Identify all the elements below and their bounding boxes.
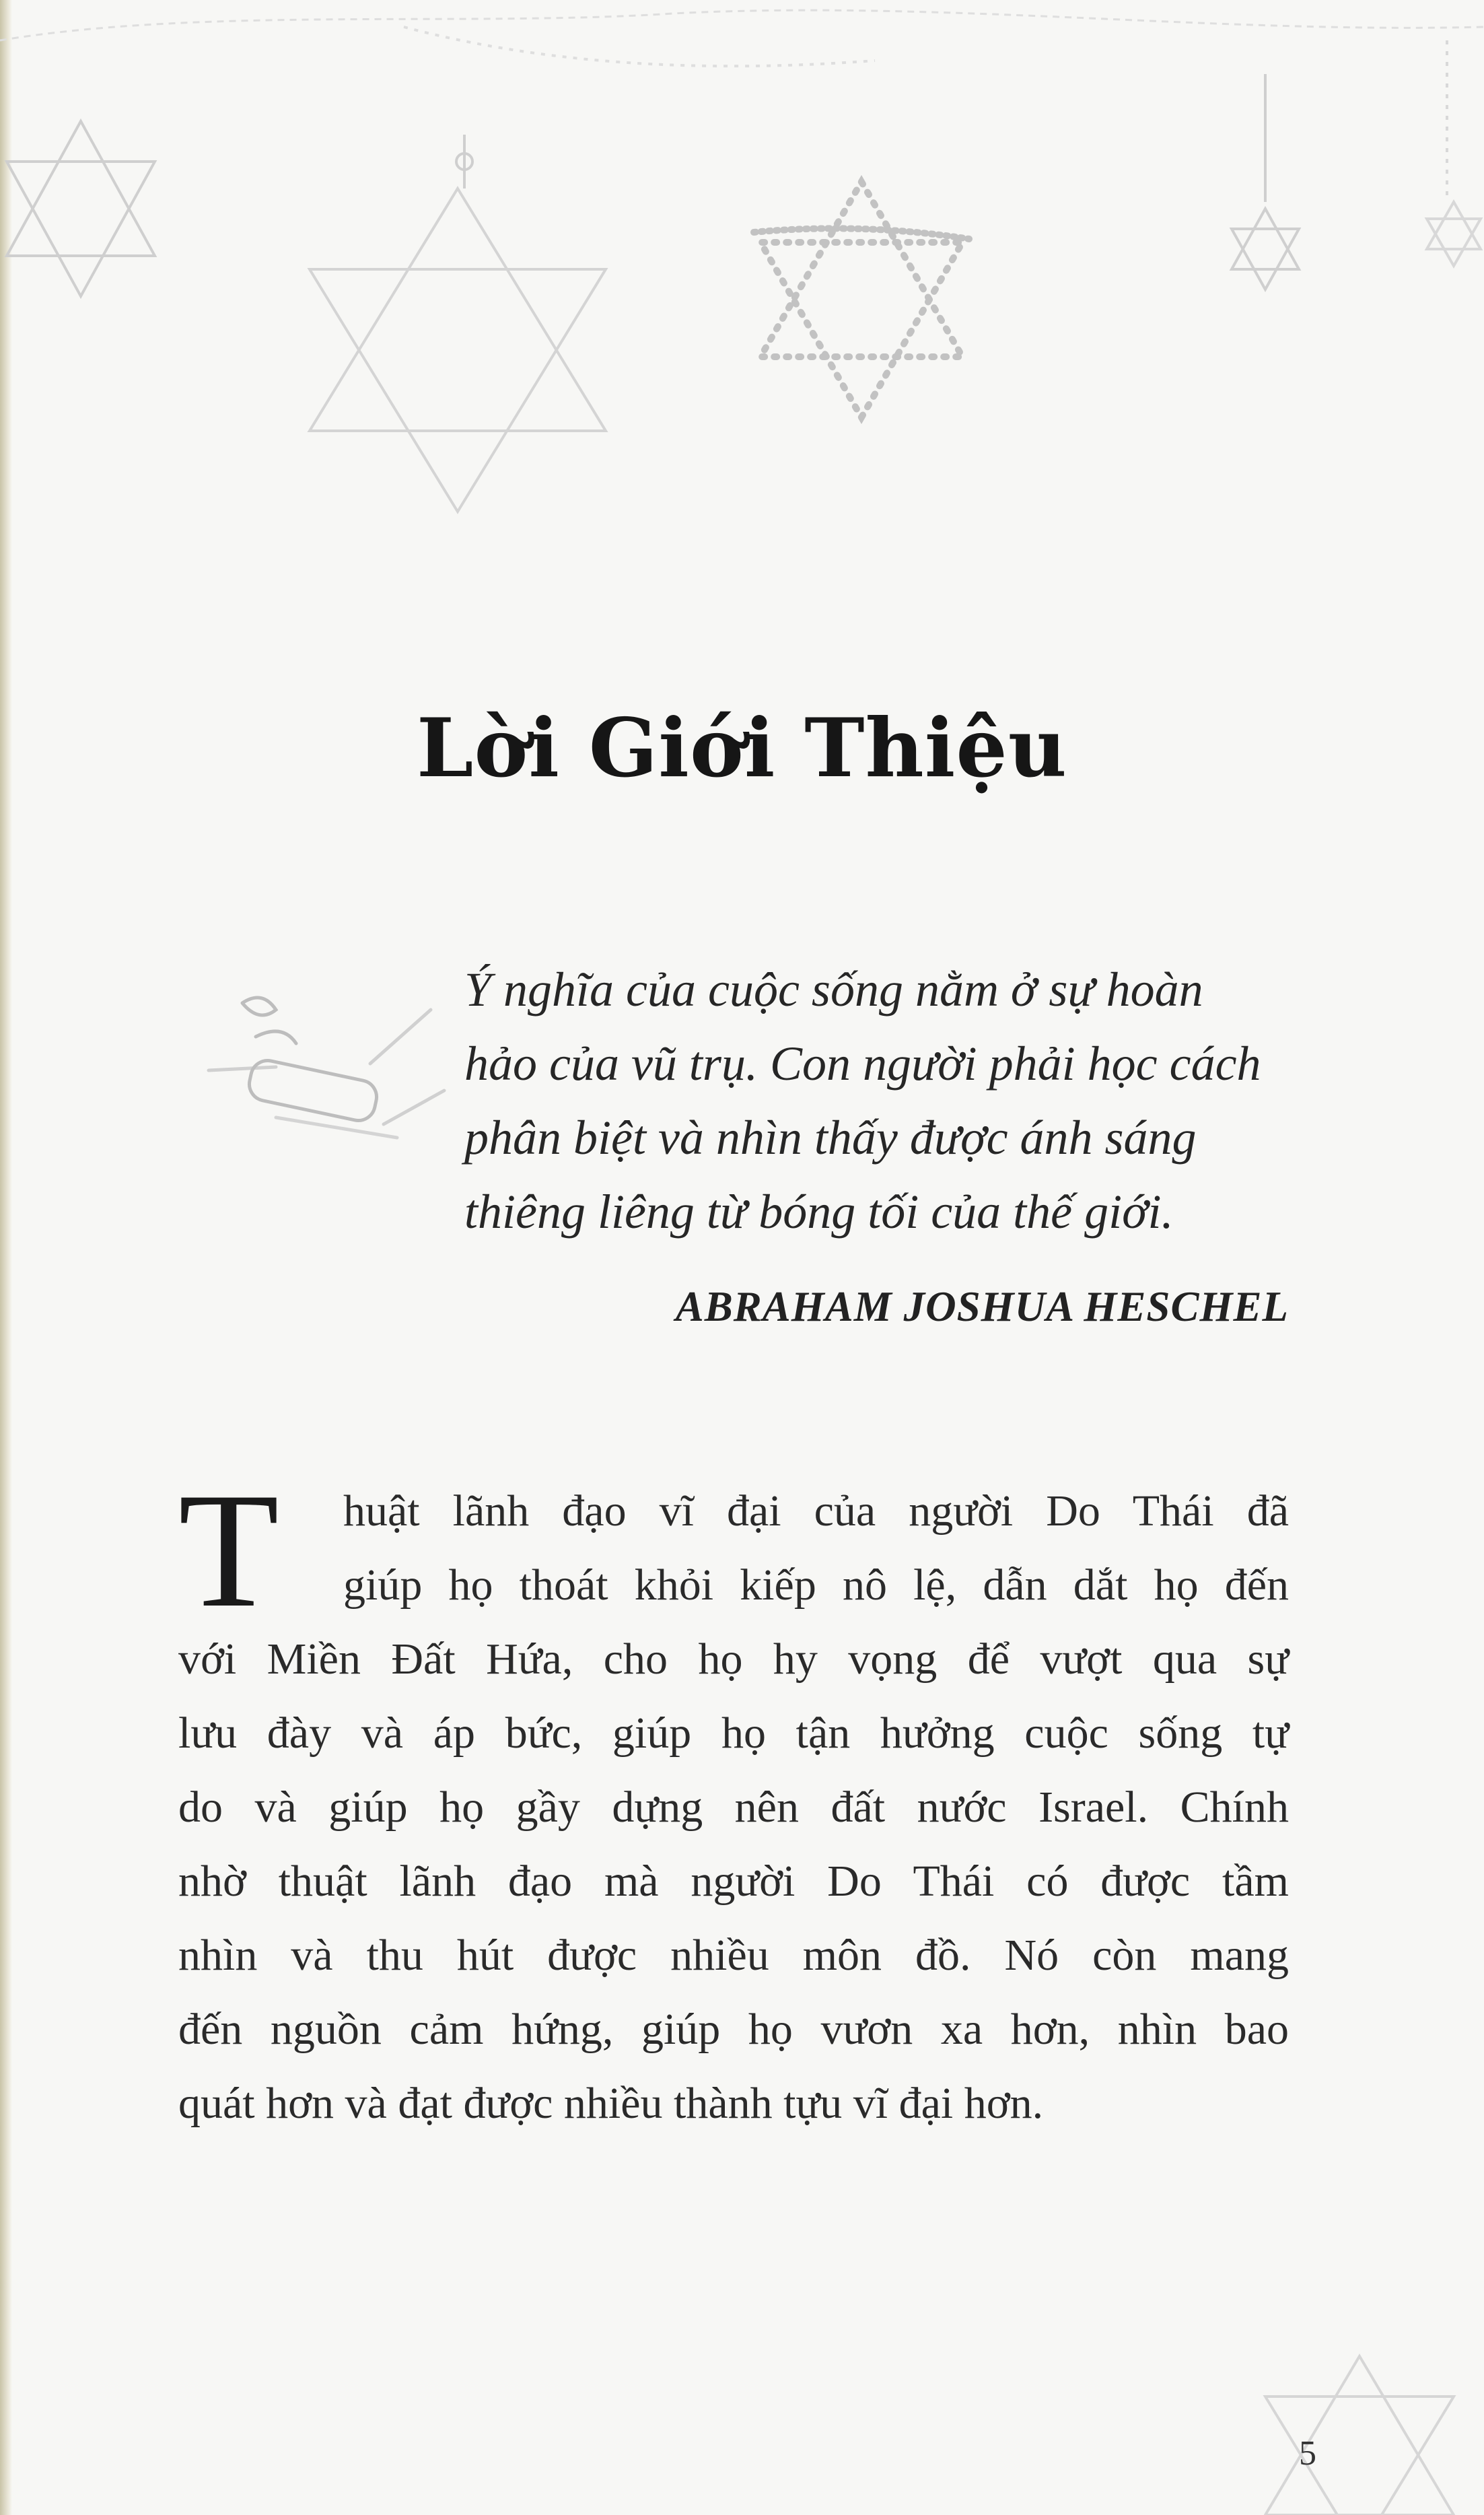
body-line: đến nguồn cảm hứng, giúp họ vươn xa hơn, nhìn bao — [178, 2005, 1289, 2054]
star-of-david-icon — [1427, 40, 1481, 266]
epigraph-author: ABRAHAM JOSHUA HESCHEL — [675, 1283, 1289, 1330]
star-of-david-icon — [1232, 2336, 1484, 2515]
body-line: nhờ thuật lãnh đạo mà người Do Thái có được tầm — [178, 1857, 1289, 1906]
header-decoration — [0, 0, 1484, 552]
hanging-chain-icon — [0, 10, 1484, 40]
star-of-david-icon — [7, 121, 155, 296]
body-line: do và giúp họ gầy dựng nên đất nước Israel. Chính — [178, 1783, 1289, 1832]
body-line: giúp họ thoát khỏi kiếp nô lệ, dẫn dắt họ đến — [343, 1560, 1289, 1610]
chapter-title: Lời Giới Thiệu — [417, 701, 1067, 796]
body-line: nhìn và thu hút được nhiều môn đồ. Nó còn mang — [178, 1931, 1289, 1980]
epigraph-line: Ý nghĩa của cuộc sống nằm ở sự hoàn — [464, 963, 1203, 1017]
body-line: quát hơn và đạt được nhiều thành tựu vĩ đại hơn. — [178, 2079, 1044, 2128]
torah-scroll-icon — [195, 963, 451, 1165]
drop-cap: T — [178, 1459, 279, 1641]
beaded-star-of-david-icon — [754, 182, 969, 417]
body-paragraph — [178, 1459, 1289, 2141]
body-line: với Miền Đất Hứa, cho họ hy vọng để vượt qua sự — [178, 1634, 1289, 1684]
epigraph-line: thiêng liêng từ bóng tối của thế giới. — [464, 1185, 1174, 1239]
page-number: 5 — [1299, 2434, 1316, 2473]
epigraph-quote — [464, 953, 1299, 1249]
star-of-david-icon — [1232, 74, 1299, 289]
epigraph-line: phân biệt và nhìn thấy được ánh sáng — [464, 1111, 1197, 1165]
body-line: huật lãnh đạo vĩ đại của người Do Thái đã — [343, 1486, 1289, 1536]
hanging-chain-icon — [404, 27, 875, 66]
body-line: lưu đày và áp bức, giúp họ tận hưởng cuộc sống tự — [178, 1709, 1289, 1758]
epigraph-line: hảo của vũ trụ. Con người phải học cách — [464, 1037, 1261, 1091]
star-of-david-icon — [310, 135, 606, 512]
